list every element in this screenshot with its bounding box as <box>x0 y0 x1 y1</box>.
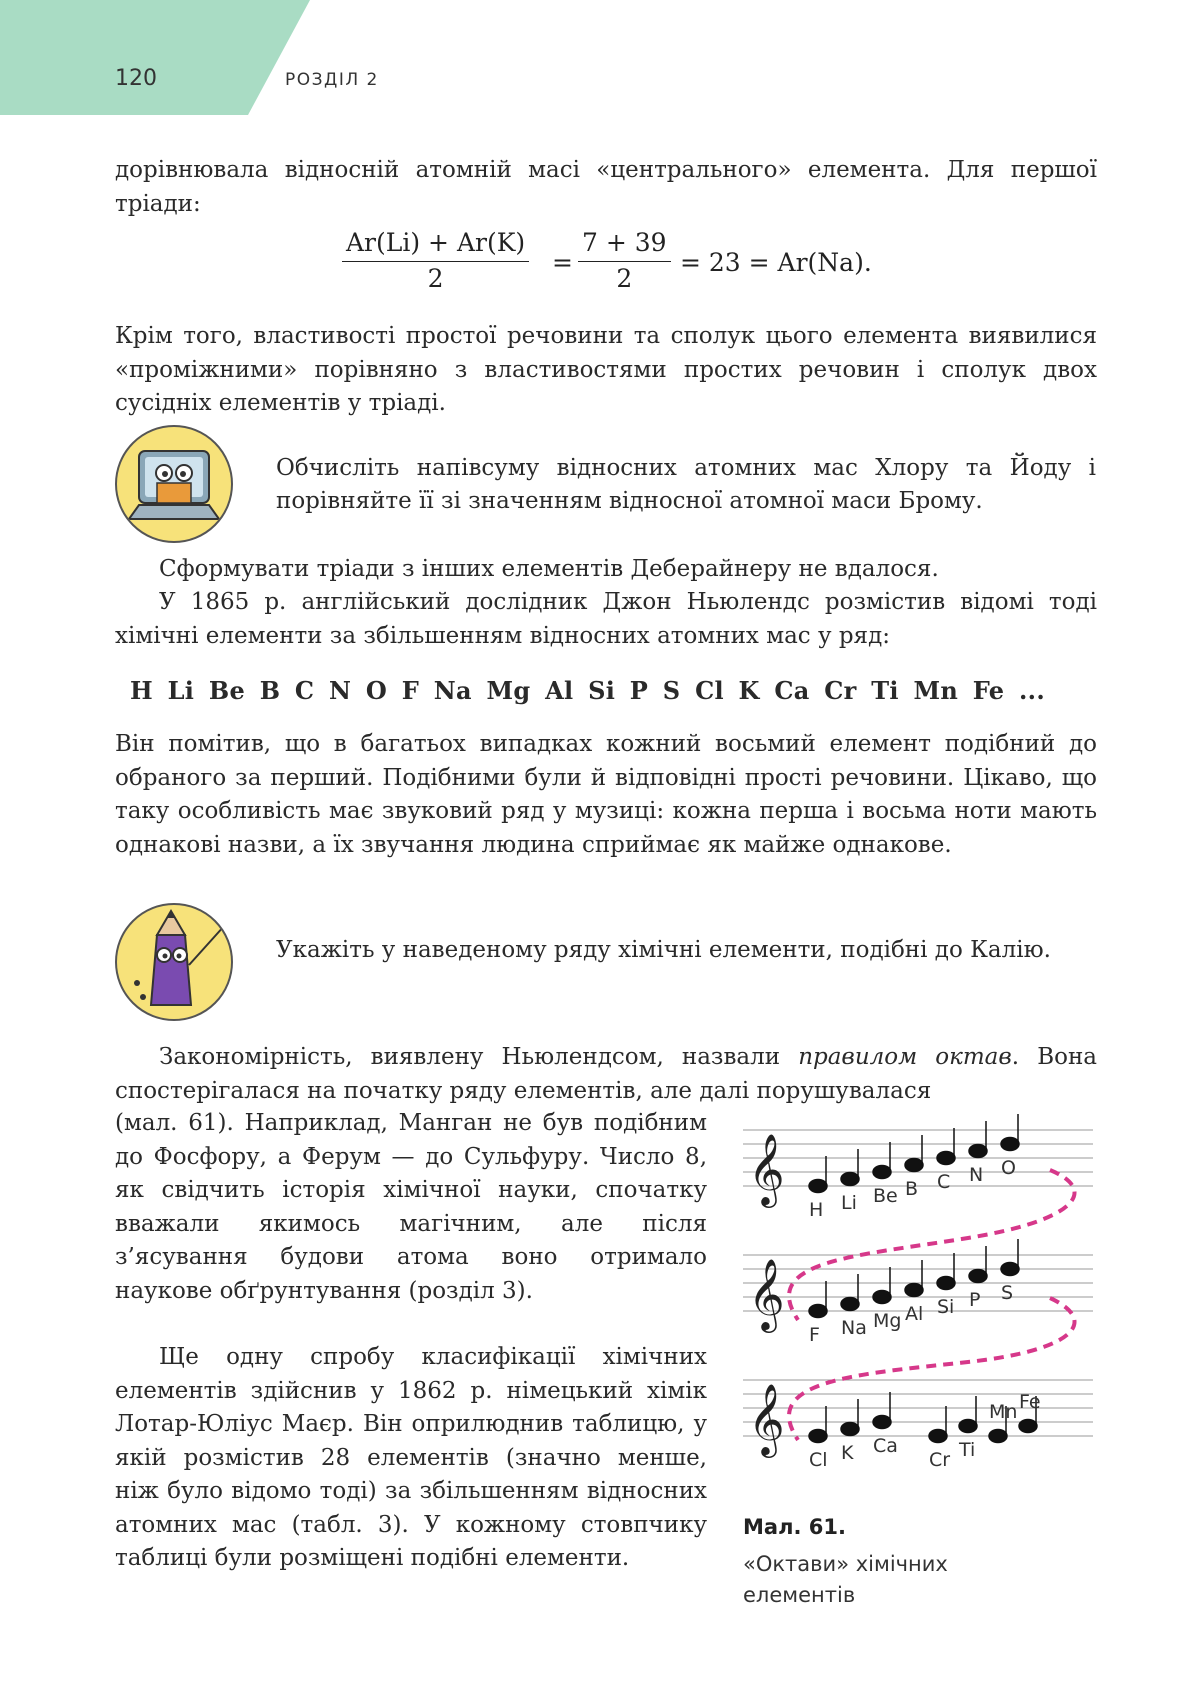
paragraph-6-start: Закономірність, виявлену Ньюлендсом, назвали <box>159 1044 799 1070</box>
element-note-label: Na <box>841 1317 867 1339</box>
fraction-2-numerator: 7 + 39 <box>578 228 671 262</box>
paragraph-6-end: . Вона спостерігалася на початку ряду елементів, але далі порушувалася <box>115 1044 1097 1104</box>
element-note-label: Al <box>905 1303 924 1325</box>
note-head <box>841 1423 859 1436</box>
fraction-1-numerator: Ar(Li) + Ar(K) <box>342 228 529 262</box>
figure-caption-text: «Октави» хімічних елементів <box>743 1552 948 1607</box>
element-note-label: H <box>809 1199 824 1221</box>
note-head <box>905 1284 923 1297</box>
rule-of-octaves-term: правилом октав <box>798 1044 1012 1070</box>
page-number: 120 <box>115 66 157 91</box>
note-head <box>937 1277 955 1290</box>
note-head <box>937 1152 955 1165</box>
element-note-label: N <box>969 1164 984 1186</box>
note-head <box>959 1420 977 1433</box>
note-head <box>841 1173 859 1186</box>
equals-sign: = <box>552 248 573 277</box>
note-head <box>989 1430 1007 1443</box>
task-1-text: Обчисліть напівсуму відносних атомних мас Хлору та Йоду і порівняйте її зі значенням відносної атомної маси Брому. <box>276 455 1096 514</box>
paragraph-6-continued: (мал. 61). Наприклад, Манган не був подібним до Фосфору, а Ферум — до Сульфуру. Число 8, як свідчить історія хімічної науки, спочатку вважали якимось магічним, але після з’ясування будови атома воно отримало наукове обґрунтування (розділ 3). <box>115 1110 707 1304</box>
element-note-label: Ca <box>873 1435 898 1457</box>
element-note-label: Li <box>841 1192 857 1214</box>
paragraph-4: У 1865 р. англійський дослідник Джон Ньюлендс розмістив відомі тоді хімічні елементи за збільшенням відносних атомних мас у ряд: <box>115 589 1097 649</box>
element-note-label: S <box>1001 1282 1014 1304</box>
note-head <box>1001 1263 1019 1276</box>
fraction-2 <box>578 228 671 293</box>
element-note-label: Fe <box>1019 1391 1041 1413</box>
element-note-label: F <box>809 1324 820 1346</box>
elements-row: H Li Be B C N O F Na Mg Al Si P S Cl K Ca Cr Ti Mn Fe ... <box>130 676 1045 705</box>
note-head <box>929 1430 947 1443</box>
task-2-text: Укажіть у наведеному ряду хімічні елементи, подібні до Калію. <box>276 937 1051 963</box>
element-note-label: C <box>937 1171 951 1193</box>
element-note-label: O <box>1001 1157 1016 1179</box>
element-note-label: Ti <box>959 1439 976 1461</box>
note-head <box>809 1430 827 1443</box>
note-head <box>1019 1420 1037 1433</box>
note-head <box>809 1180 827 1193</box>
element-note-label: K <box>841 1442 854 1464</box>
element-note-label: Si <box>937 1296 955 1318</box>
paragraph-6 <box>115 1041 1097 1108</box>
paragraph-3: Сформувати тріади з інших елементів Деберайнеру не вдалося. <box>159 556 939 582</box>
treble-clef-icon: 𝄞 <box>748 1382 785 1455</box>
section-label: РОЗДІЛ 2 <box>285 70 379 90</box>
octaves-figure <box>738 1110 1098 1510</box>
element-note-label: Cr <box>929 1449 951 1471</box>
element-note-label: Mn <box>989 1401 1018 1423</box>
note-head <box>969 1145 987 1158</box>
element-note-label: Mg <box>873 1310 902 1332</box>
note-head <box>841 1298 859 1311</box>
octaves-staff-diagram <box>738 1110 1098 1510</box>
header-band <box>0 0 310 115</box>
formula-result: = 23 = Ar(Na). <box>680 248 872 277</box>
pencil-character-icon <box>115 903 233 1021</box>
paragraph-7: Ще одну спробу класифікації хімічних елементів здійснив у 1862 р. німецький хімік Лотар-Юліус Маєр. Він оприлюднив таблицю, у якій розмістив 28 елементів (значно менше, ніж було відомо тоді) за збільшенням відносних атомних мас (табл. 3). У кожному стовпчику таблиці були розміщені подібні елементи. <box>115 1344 707 1571</box>
element-note-label: B <box>905 1178 919 1200</box>
note-head <box>873 1291 891 1304</box>
treble-clef-icon: 𝄞 <box>748 1132 785 1205</box>
element-note-label: P <box>969 1289 981 1311</box>
note-head <box>809 1305 827 1318</box>
treble-clef-icon: 𝄞 <box>748 1257 785 1330</box>
element-note-label: Cl <box>809 1449 828 1471</box>
paragraph-1: дорівнювала відносній атомній масі «центрального» елемента. Для першої тріади: <box>115 157 1097 217</box>
fraction-2-denominator: 2 <box>616 264 633 293</box>
note-head <box>969 1270 987 1283</box>
note-head <box>905 1159 923 1172</box>
fraction-1-denominator: 2 <box>427 264 444 293</box>
fraction-1 <box>342 228 529 293</box>
triad-formula <box>342 228 902 308</box>
paragraph-2: Крім того, властивості простої речовини та сполук цього елемента виявилися «проміжними» порівняно з властивостями простих речовин і сполук двох сусідніх елементів у тріаді. <box>115 323 1097 416</box>
note-head <box>873 1166 891 1179</box>
figure-caption-title: Мал. 61. <box>743 1515 846 1539</box>
computer-character-icon <box>115 425 233 543</box>
paragraph-5: Він помітив, що в багатьох випадках кожний восьмий елемент подібний до обраного за перший. Подібними були й відповідні прості речовини. Цікаво, що таку особливість має звуковий ряд у музиці: кожна перша і восьма ноти мають однакові назви, а їх звучання людина сприймає як майже однакове. <box>115 731 1097 858</box>
note-head <box>873 1416 891 1429</box>
element-note-label: Be <box>873 1185 898 1207</box>
note-head <box>1001 1138 1019 1151</box>
